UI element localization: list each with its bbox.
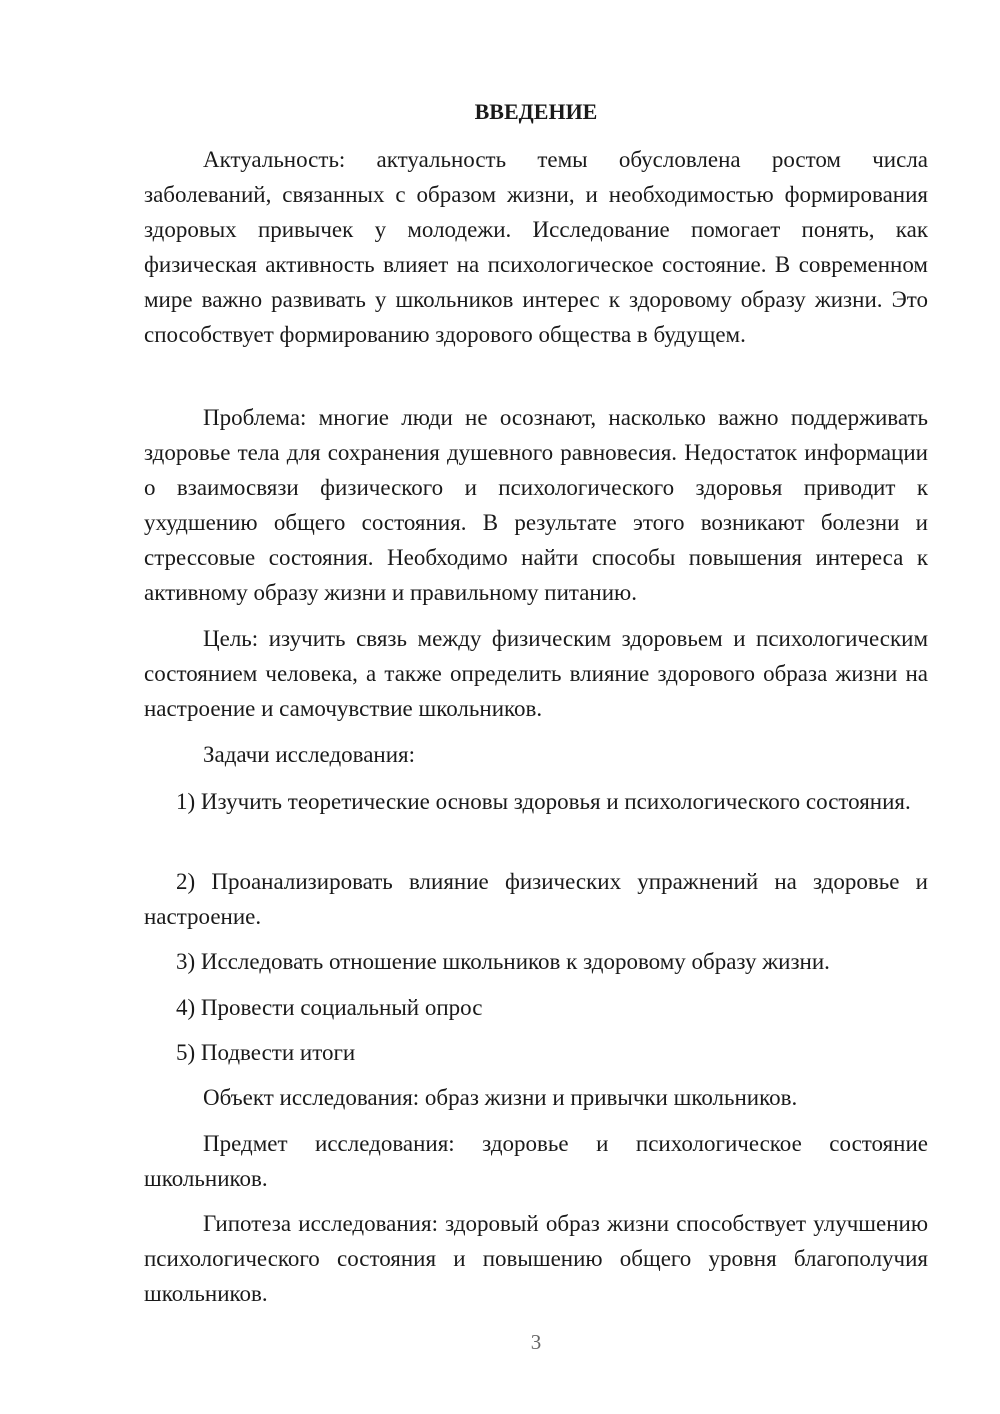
paragraph-problem: Проблема: многие люди не осознают, насколько важно поддерживать здоровье тела для сохранения душевного равновесия. Недостаток информации о взаимосвязи физического и психологического здоровья приводит к ухудшению общего состояния. В результате этого возникают болезни и стрессовые состояния. Необходимо найти способы повышения интереса к активному образу жизни и правильному питанию.: [144, 405, 928, 605]
page-number: 3: [530, 1330, 542, 1354]
paragraph-relevance: Актуальность: актуальность темы обусловлена ростом числа заболеваний, связанных с образом жизни, и необходимостью формирования здоровых привычек у молодежи. Исследование помогает понять, как физическая активность влияет на психологическое состояние. В современном мире важно развивать у школьников интерес к здоровому образу жизни. Это способствует формированию здорового общества в будущем.: [144, 147, 928, 347]
task-item-4: 4) Провести социальный опрос: [176, 995, 483, 1020]
task-item-3: 3) Исследовать отношение школьников к здоровому образу жизни.: [176, 949, 830, 974]
paragraph-object: Объект исследования: образ жизни и привычки школьников.: [203, 1085, 798, 1110]
task-item-5: 5) Подвести итоги: [176, 1040, 356, 1065]
task-item-1: 1) Изучить теоретические основы здоровья и психологического состояния.: [176, 789, 911, 814]
paragraph-goal: Цель: изучить связь между физическим здоровьем и психологическим состоянием человека, а также определить влияние здорового образа жизни на настроение и самочувствие школьников.: [144, 626, 928, 721]
tasks-heading: Задачи исследования:: [203, 742, 416, 767]
page-title: ВВЕДЕНИЕ: [474, 99, 598, 124]
task-item-2: 2) Проанализировать влияние физических упражнений на здоровье и настроение.: [144, 869, 928, 929]
paragraph-subject: Предмет исследования: здоровье и психологическое состояние школьников.: [144, 1131, 928, 1191]
paragraph-hypothesis: Гипотеза исследования: здоровый образ жизни способствует улучшению психологического состояния и повышению общего уровня благополучия школьников.: [144, 1211, 928, 1306]
